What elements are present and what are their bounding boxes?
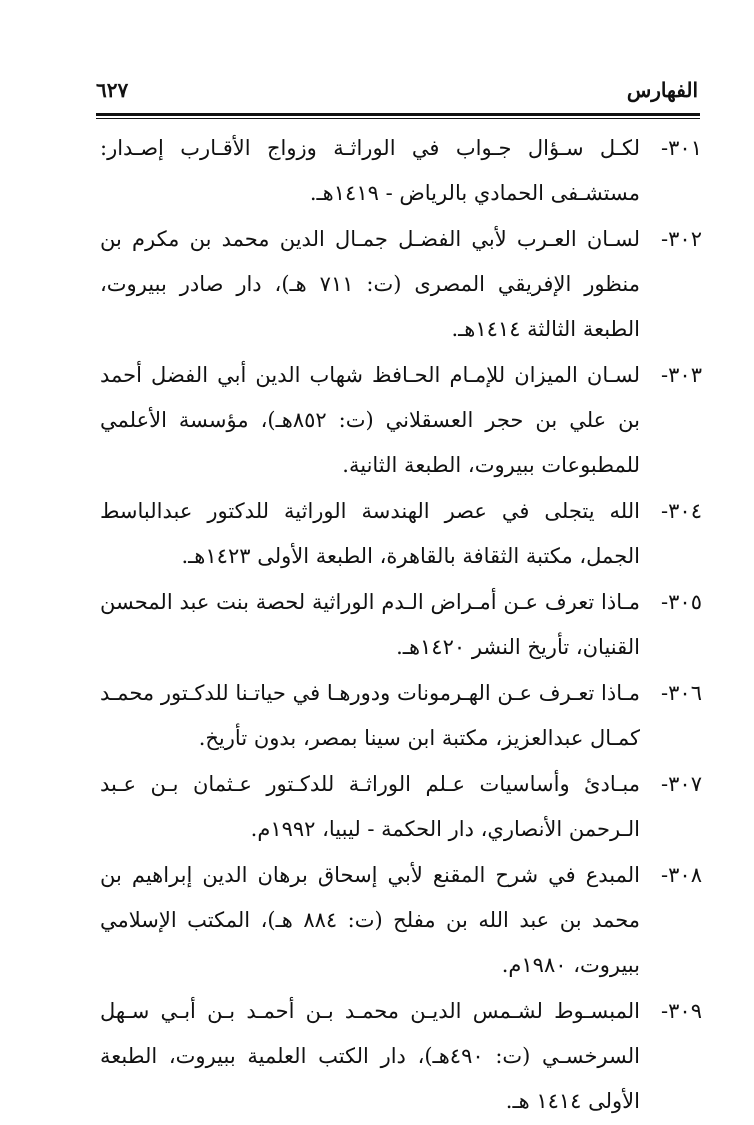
entry-number: ٣٠٣- (661, 363, 702, 387)
entry-number: ٣٠٨- (661, 863, 702, 887)
entry-number: ٣٠٦- (661, 681, 702, 705)
section-title: الفهارس (626, 78, 698, 102)
bibliography-list (100, 126, 702, 1125)
entry-number: ٣٠٤- (661, 499, 702, 523)
entry-text: الله يتجلى في عصر الهندسة الوراثية للدكتور عبدالباسط الجمل، مكتبة الثقافة بالقاهرة، الطبعة الأولى ١٤٢٣هـ. (100, 499, 640, 568)
entry-number: ٣٠٧- (661, 772, 702, 796)
entry-text: مـاذا تعـرف عـن الهـرمونات ودورهـا في حياتـنا للدكـتور محمـد كمـال عبدالعزيز، مكتبة ابن سينا بمصر، بدون تأريخ. (100, 681, 640, 750)
bibliography-entry (100, 762, 702, 852)
bibliography-entry (100, 671, 702, 761)
bibliography-entry (100, 580, 702, 670)
entry-text: لسـان العـرب لأبي الفضـل جمـال الدين محمد بن مكرم بن منظور الإفريقي المصرى (ت: ٧١١ هـ)، دار صادر ببيروت، الطبعة الثالثة ١٤١٤هـ. (100, 227, 640, 341)
header-rule-thin (96, 118, 700, 119)
entry-text: المبدع في شرح المقنع لأبي إسحاق برهان الدين إبراهيم بن محمد بن عبد الله بن مفلح (ت: ٨٨٤ هـ)، المكتب الإسلامي ببيروت، ١٩٨٠م. (100, 863, 641, 977)
page-header (96, 78, 698, 108)
page-number: ٦٢٧ (96, 78, 129, 102)
bibliography-entry (100, 217, 702, 352)
entry-text: مـاذا تعرف عـن أمـراض الـدم الوراثية لحصة بنت عبد المحسن القنيان، تأريخ النشر ١٤٢٠هـ. (100, 590, 640, 659)
entry-number: ٣٠٥- (661, 590, 702, 614)
header-rule-thick (96, 113, 700, 116)
entry-text: مبـادئ وأساسيات عـلم الوراثـة للدكـتور عـثمان بـن عـبد الـرحمن الأنصاري، دار الحكمة - ليبيا، ١٩٩٢م. (100, 772, 640, 841)
entry-text: المبسـوط لشـمس الديـن محمـد بـن أحمـد بـن أبـي سـهل السرخسـي (ت: ٤٩٠هـ)، دار الكتب العلمية ببيروت، الطبعة الأولى ١٤١٤ هـ. (100, 999, 640, 1113)
bibliography-entry (100, 489, 702, 579)
entry-text: لسـان الميزان للإمـام الحـافظ شهاب الدين أبي الفضل أحمد بن علي بن حجر العسقلاني (ت: ٨٥٢هـ)، مؤسسة الأعلمي للمطبوعات ببيروت، الطبعة الثانية. (100, 363, 641, 477)
entry-text: لكـل سـؤال جـواب في الوراثـة وزواج الأقـارب إصـدار: مستشـفى الحمادي بالرياض - ١٤١٩هـ. (100, 136, 640, 205)
bibliography-entry (100, 353, 702, 488)
entry-number: ٣٠٩- (661, 999, 702, 1023)
bibliography-entry (100, 853, 702, 988)
entry-number: ٣٠٢- (661, 227, 702, 251)
entry-number: ٣٠١- (661, 136, 702, 160)
bibliography-entry (100, 126, 702, 216)
